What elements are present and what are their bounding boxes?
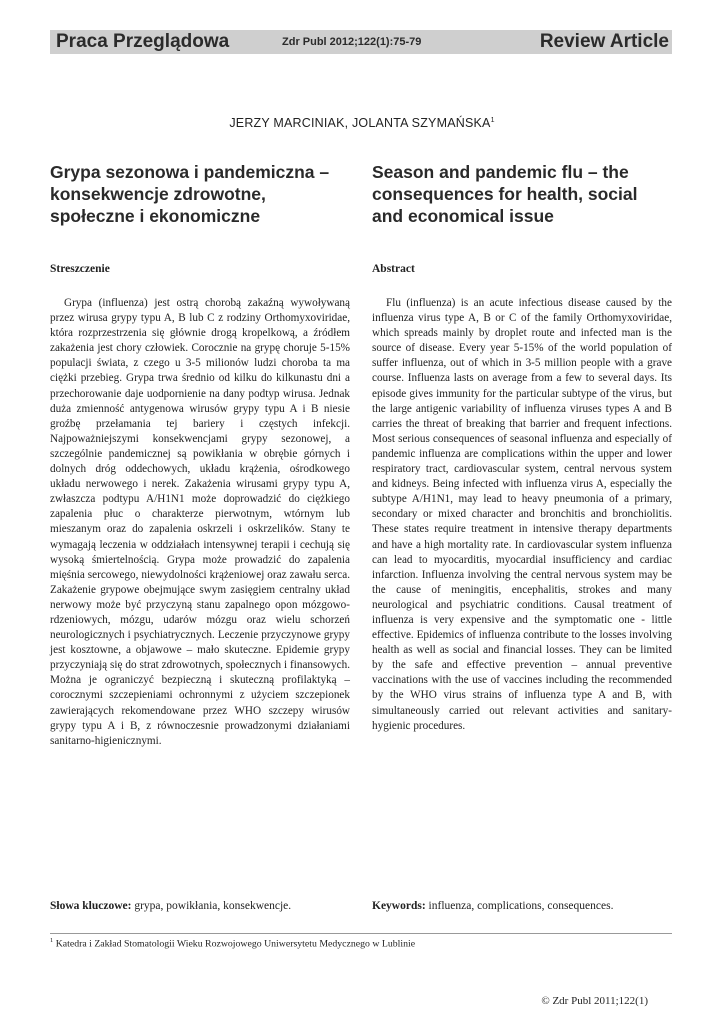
keywords-english-text: influenza, complications, consequences. (428, 900, 614, 912)
title-english: Season and pandemic flu – the consequences for health, social and economical issue (372, 162, 638, 226)
keywords-english-label: Keywords: (372, 900, 426, 912)
authors: JERZY MARCINIAK, JOLANTA SZYMAŃSKA (229, 116, 491, 130)
journal-header-bar (50, 30, 672, 54)
header-type-en: Review Article (539, 31, 669, 52)
section-heading-abstract: Abstract (372, 263, 415, 275)
abstract-polish: Grypa (influenza) jest ostrą chorobą zakaźną wywoływaną przez wirusa grypy typu A, B lub C z rodziny Orthomyxoviridae, która rozprzestrzenia się głównie drogą kropelkową, a źródłem zakażenia jest chory człowiek. Corocznie na grypę choruje 5-15% populacji świata, z czego u 3-5 milionów ludzi choroba ta ma ciężki przebieg. Grypa trwa średnio od kilku do kilkunastu dni a przechorowanie daje uodpornienie na dany podtyp wirusa. Jednak duża zmienność antygenowa wirusów grypy typu A i B niesie groźbę przełamania tej bariery i częstych infekcji. Najpoważniejszymi konsekwencjami grypy sezonowej, a szczególnie pandemicznej są powikłania w obrębie górnych i dolnych dróg oddechowych, układu krążenia, ośrodkowego układu nerwowego i nerek. Zakażenia wirusami grypy typu A, zwłaszcza podtypu A/H1N1 może doprowadzić do ciężkiego zapalenia płuc o charakterze pierwotnym, wtórnym lub mieszanym oraz do zapalenia oskrzeli i oskrzelików. Stany te wymagają leczenia w oddziałach intensywnej terapii i cechują się wysoką śmiertelnością. Grypa może prowadzić do zapalenia mięśnia sercowego, niewydolności krążeniowej oraz zawału serca. Zakażenie grypowe obejmujące swym zasięgiem centralny układ nerwowy może być przyczyną stanu zapalnego opon mózgowo-rdzeniowych, mózgu, udarów mózgu oraz wielu schorzeń neurologicznych i psychiatrycznych. Leczenie przyczynowe grypy jest kosztowne, a objawowe – mało skuteczne. Epidemie grypy przyczyniają się do strat zdrowotnych, społecznych i finansowych. Można je ograniczyć bezpieczną i skuteczną profilaktyką – corocznymi szczepieniami ochronnymi z użyciem szczepionek zawierających rekomendowane przez WHO szczepy wirusów grypy typu A i B, z równoczesnie prowadzonymi działaniami sanitarno-higienicznymi. (50, 297, 350, 747)
keywords-polish-text: grypa, powikłania, konsekwencje. (134, 900, 292, 912)
footnote-mark: 1 (50, 937, 54, 944)
keywords-polish-label: Słowa kluczowe: (50, 900, 132, 912)
authors-line (0, 116, 724, 130)
header-citation: Zdr Publ 2012;122(1):75-79 (282, 36, 422, 48)
footnote-affiliation (50, 937, 415, 949)
section-heading-streszczenie: Streszczenie (50, 263, 110, 275)
footnote-divider (50, 933, 672, 934)
footnote-text: Katedra i Zakład Stomatologii Wieku Rozwojowego Uniwersytetu Medycznego w Lublinie (55, 938, 416, 950)
page-footer-copyright: © Zdr Publ 2011;122(1) (541, 995, 648, 1007)
abstract-english: Flu (influenza) is an acute infectious disease caused by the influenza virus type A, B or C of the family Orthomyxoviridae, which spreads mainly by droplet route and infected man is the source of disease. Every year 5-15% of the world population of suffer influenza, out of which in 3-5 million people with a grave course. Influenza lasts on average from a few to several days. Its episode gives immunity for the particular subtype of the virus, but the large antigenic variability of influenza viruses types A and B carries the threat of breaking that barrier and frequent infections. Most serious consequences of seasonal influenza and especially of pandemic influenza are complications within the upper and lower respiratory tract, cardiovascular system, central nervous system and kidneys. Being infected with influenza virus A, especially the subtype A/H1N1, may lead to heavy pneumonia of a primary, secondary or mixed character and bronchitis and bronchiolitis. These states require treatment in intensive therapy departments and have a high mortality rate. In cardiovascular system influenza can lead to myocarditis, myocardial insufficiency and cardiac infarction. Influenza involving the central nervous system may be the cause of meningitis, encephalitis, strokes and many neurological and psychiatric conditions. Causal treatment of influenza is very expensive and the symptomatic one - little effective. Epidemics of influenza contribute to the losses involving health as well as social and financial losses. They can be limited by the safe and effective prevention – annual preventive vaccinations with the use of vaccines including the recommended by the WHO virus strains of influenza type A and B, with simultaneously carried out relevant activities and sanitary-hygienic procedures. (372, 297, 672, 732)
keywords-polish (50, 900, 360, 912)
keywords-english (372, 900, 682, 912)
header-type-pl: Praca Przeglądowa (56, 31, 230, 52)
authors-affiliation-mark: 1 (490, 116, 495, 124)
title-polish: Grypa sezonowa i pandemiczna – konsekwencje zdrowotne, społeczne i ekonomiczne (50, 162, 330, 226)
